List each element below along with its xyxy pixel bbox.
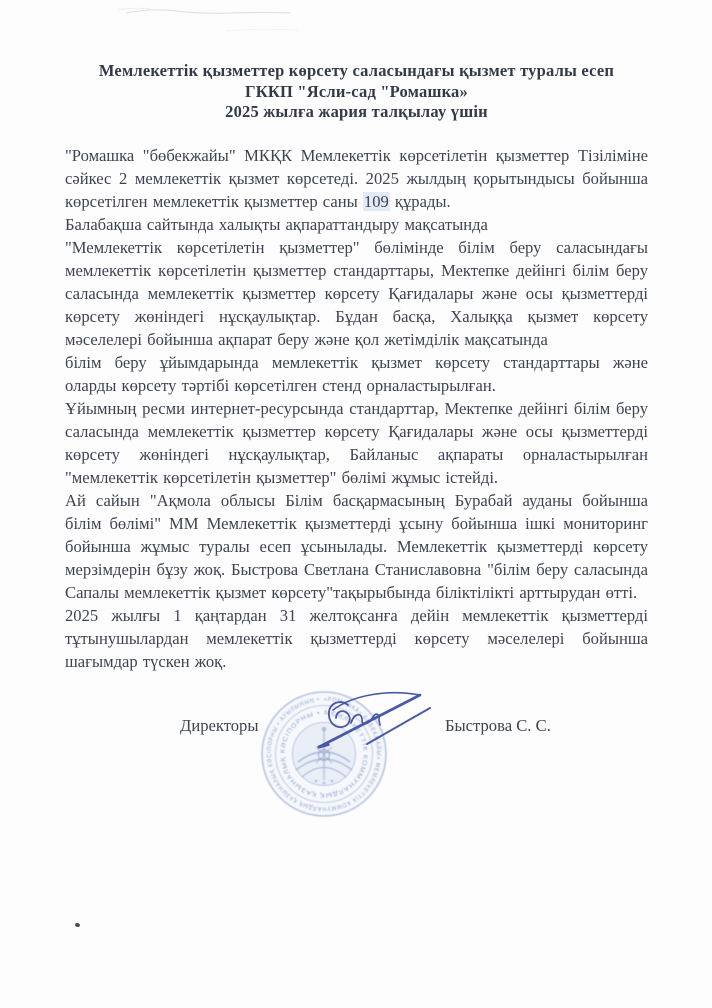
paragraph-stand-placed: білім беру ұйымдарында мемлекеттік қызмет көрсету стандарттары және оларды көрсету тәртібі көрсетілген стенд орналастырылған. — [65, 353, 648, 395]
paragraph-text: "Ромашка "бөбекжайы" МКҚК Мемлекеттік көрсетілетін қызметтер Тізіліміне сәйкес 2 мемлекеттік қызмет көрсетеді. 2025 жылдың қорытындысы бойынша көрсетілген мемлекеттік қызметтер саны — [65, 146, 648, 211]
document-body — [65, 144, 648, 673]
paragraph-services-count — [65, 144, 648, 213]
title-line-3: 2025 жылға жария талқылау үшін — [225, 102, 488, 121]
signature-name: Быстрова С. С. — [445, 716, 551, 735]
paragraph-monitoring-report: Ай сайын "Ақмола облысы Білім басқармасының Бурабай ауданы бойынша білім бөлімі" ММ Мемлекеттік қызметтерді ұсыну бойынша ішкі мониторинг бойынша жұмыс туралы есеп ұсынылады. Мемлекеттік қызметтерді көрсету мерзімдерін бұзу жоқ. Быстрова Светлана Станиславовна "білім беру саласында Сапалы мемлекеттік қызмет көрсету"тақырыбында біліктілікті арттырудан өтті. — [65, 491, 648, 602]
paragraph-internet-resource: Ұйымның ресми интернет-ресурсында стандарттар, Мектепке дейінгі білім беру саласында мемлекеттік қызметтер көрсету Қағидалары және осы қызметтерді көрсету жөніндегі нұсқаулықтар, Байланыс ақпараты орналастырылған "мемлекеттік көрсетілетін қызметтер" бөлімі жұмыс істейді. — [65, 399, 648, 487]
stamp-outer-ring-text: «РОМАШКА» БӨБЕКЖАЙЫ» МЕМЛЕКЕТТІК КОММУНАЛДЫҚ ҚАЗЫНАЛЫҚ КӘСІПОРНЫ • АУЫЛЫНЫҢ • — [265, 695, 383, 813]
signature-role-label: Директоры — [180, 716, 259, 735]
paragraph-site-info: Балабақша сайтында халықты ақпараттандыру мақсатында — [65, 215, 488, 234]
pencil-scribble — [108, 2, 348, 38]
title-line-1: Мемлекеттік қызметтер көрсету саласындағы қызмет туралы есеп — [98, 61, 615, 80]
paragraph-text: құрады. — [389, 192, 451, 211]
stamp-inner-ring-text: МЕМЛЕКЕТТІК КОММУНАЛДЫҚ ҚАЗЫНАЛЫҚ КӘСІПОРНЫ • — [279, 709, 369, 799]
document-title — [65, 61, 648, 123]
paragraph-standards-section: "Мемлекеттік көрсетілетін қызметтер" бөлімінде білім беру саласындағы мемлекеттік көрсетілетін қызметтер стандарттары, Мектепке дейінгі білім беру саласында мемлекеттік қызметтер көрсету Қағидалары және осы қызметтерді көрсету жөніндегі нұсқаулықтар. Бұдан басқа, Халыққа қызмет көрсету мәселелері бойынша ақпарат беру және қол жетімділік мақсатында — [65, 238, 648, 349]
ink-speck — [75, 922, 81, 927]
handwritten-signature — [298, 681, 443, 771]
highlighted-number: 109 — [363, 192, 389, 211]
paragraph-no-complaints: 2025 жылғы 1 қаңтардан 31 желтоқсанға дейін мемлекеттік қызметтерді тұтынушылардан мемлекеттік қызметтерді көрсету мәселелері бойынша шағымдар түскен жоқ. — [65, 606, 648, 671]
title-line-2: ГККП "Ясли-сад "Ромашка» — [245, 81, 468, 101]
